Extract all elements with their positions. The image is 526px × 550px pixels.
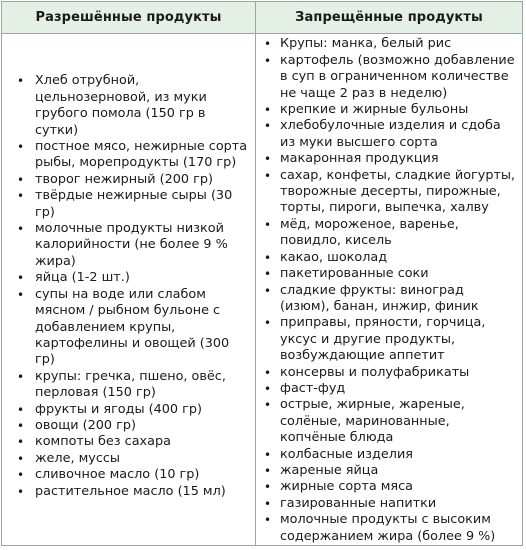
allowed-cell — [2, 34, 256, 545]
forbidden-item: • приправы, пряности, горчица, уксус и другие продукты, возбуждающие аппетит — [256, 315, 522, 364]
forbidden-item: • колбасные изделия — [256, 447, 522, 463]
allowed-item: • супы на воде или слабом мясном / рыбном бульоне с добавлением крупы, картофелины и овощей (300 гр) — [2, 287, 255, 369]
forbidden-item: • Крупы: манка, белый рис — [256, 36, 522, 52]
forbidden-list — [256, 36, 522, 545]
forbidden-item: • какао, шоколад — [256, 250, 522, 266]
allowed-item: • растительное масло (15 мл) — [2, 484, 255, 500]
forbidden-item: • газированные напитки — [256, 496, 522, 512]
forbidden-cell — [256, 34, 522, 545]
allowed-item: • творог нежирный (200 гр) — [2, 172, 255, 188]
allowed-item: • твёрдые нежирные сыры (30 гр) — [2, 188, 255, 221]
allowed-list — [2, 73, 255, 500]
header-forbidden: Запрещённые продукты — [295, 10, 483, 26]
forbidden-item: • макаронная продукция — [256, 151, 522, 167]
forbidden-item: • мёд, мороженое, варенье, повидло, кисель — [256, 217, 522, 250]
forbidden-item: • молочные продукты с высоким содержанием жира (более 9 %) — [256, 512, 522, 545]
allowed-item: • молочные продукты низкой калорийности (не более 9 % жира) — [2, 221, 255, 270]
allowed-item: • компоты без сахара — [2, 434, 255, 450]
allowed-item: • яйца (1-2 шт.) — [2, 270, 255, 286]
allowed-item: • фрукты и ягоды (400 гр) — [2, 402, 255, 418]
forbidden-item: • консервы и полуфабрикаты — [256, 365, 522, 381]
forbidden-item: • картофель (возможно добавление в суп в ограниченном количестве не чаще 2 раз в неделю) — [256, 53, 522, 102]
forbidden-item: • острые, жирные, жареные, солёные, маринованные, копчёные блюда — [256, 397, 522, 446]
forbidden-item: • пакетированные соки — [256, 266, 522, 282]
allowed-item: • овощи (200 гр) — [2, 418, 255, 434]
allowed-item: • сливочное масло (10 гр) — [2, 467, 255, 483]
diet-table — [1, 1, 523, 546]
allowed-item: • крупы: гречка, пшено, овёс, перловая (150 гр) — [2, 369, 255, 402]
table-body-row — [2, 34, 522, 545]
allowed-item: • желе, муссы — [2, 451, 255, 467]
forbidden-item: • жирные сорта мяса — [256, 479, 522, 495]
forbidden-item: • крепкие и жирные бульоны — [256, 102, 522, 118]
forbidden-item: • фаст-фуд — [256, 381, 522, 397]
forbidden-item: • сладкие фрукты: виноград (изюм), банан, инжир, финик — [256, 283, 522, 316]
allowed-item: • Хлеб отрубной, цельнозерновой, из муки грубого помола (150 гр в сутки) — [2, 73, 255, 139]
forbidden-item: • жареные яйца — [256, 463, 522, 479]
allowed-item: • постное мясо, нежирные сорта рыбы, морепродукты (170 гр) — [2, 139, 255, 172]
table-header-row — [2, 2, 522, 34]
header-allowed: Разрешённые продукты — [2, 2, 256, 33]
forbidden-item: • хлебобулочные изделия и сдоба из муки высшего сорта — [256, 118, 522, 151]
forbidden-item: • сахар, конфеты, сладкие йогурты, творожные десерты, пирожные, торты, пироги, выпечка, халву — [256, 168, 522, 217]
